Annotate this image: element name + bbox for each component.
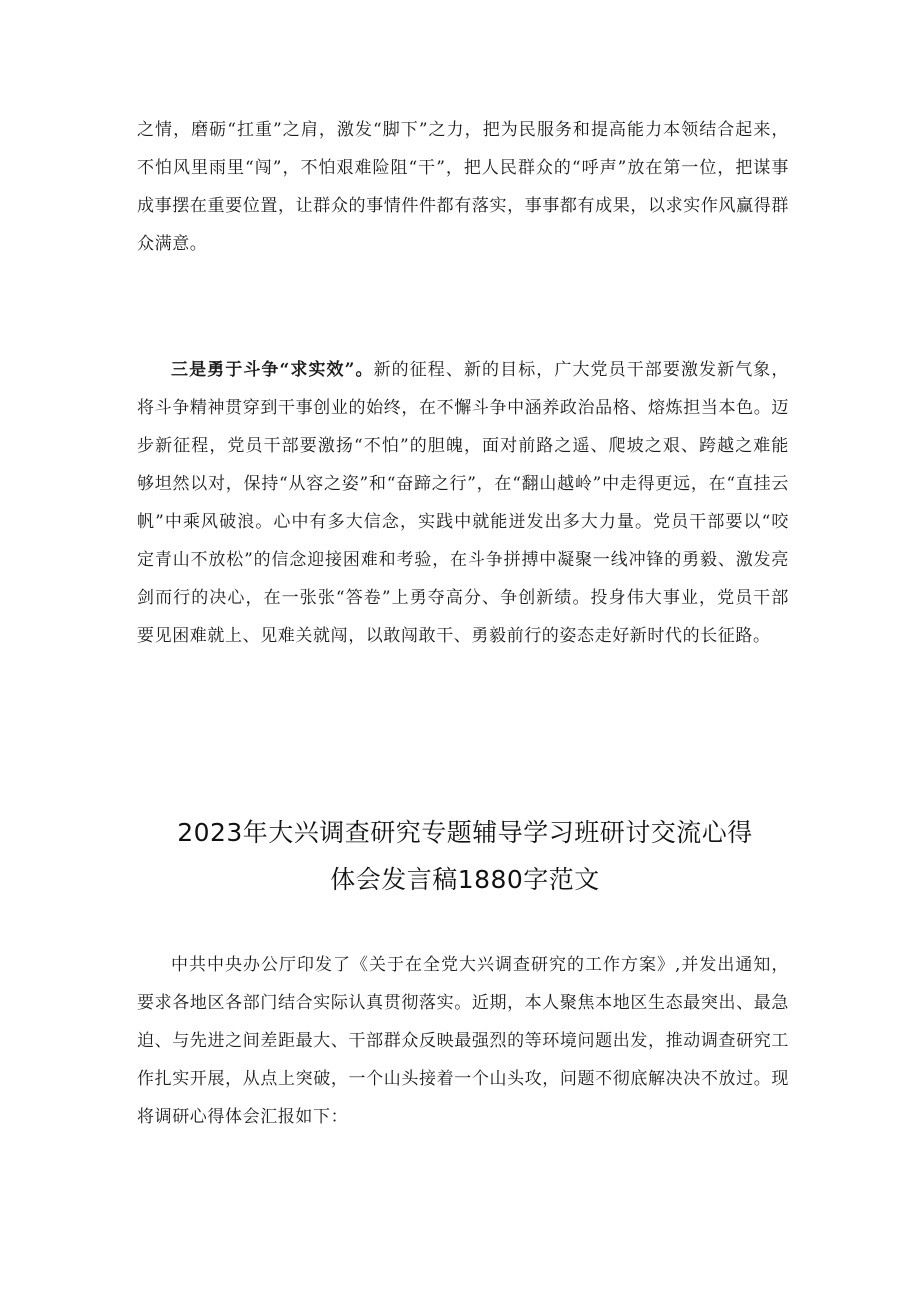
paragraph-body: 新的征程、新的目标，广大党员干部要激发新气象，将斗争精神贯穿到干事创业的始终，在不懈斗争中涵养政治品格、熔炼担当本色。迈步新征程，党员干部要激扬“不怕”的胆魄，面对前路之遥、爬坡之艰、跨越之难能够坦然以对，保持“从容之姿”和“奋蹄之行”，在“翻山越岭”中走得更远，在“直挂云帆”中乘风破浪。心中有多大信念，实践中就能迸发出多大力量。党员干部要以“咬定青山不放松”的信念迎接困难和考验，在斗争拼搏中凝聚一线冲锋的勇毅、激发亮剑而行的决心，在一张张“答卷”上勇夺高分、争创新绩。投身伟大事业，党员干部要见困难就上、见难关就闯，以敢闯敢干、勇毅前行的姿态走好新时代的长征路。: [137, 360, 789, 646]
paragraph-intro: 中共中央办公厅印发了《关于在全党大兴调查研究的工作方案》,并发出通知，要求各地区各部门结合实际认真贯彻落实。近期，本人聚焦本地区生态最突出、最急迫、与先进之间差距最大、干部群众反映最强烈的等环境问题出发，推动调查研究工作扎实开展，从点上突破，一个山头接着一个山头攻，问题不彻底解决决不放过。现将调研心得体会汇报如下：: [137, 955, 789, 1127]
article-title-line-2: 体会发言稿1880字范文: [330, 865, 600, 894]
paragraph-lead-bold: 三是勇于斗争“求实效”。: [171, 360, 374, 380]
article-title-line-1: 2023年大兴调查研究专题辅导学习班研讨交流心得: [177, 818, 753, 847]
paragraph-continuation: 之情，磨砺“扛重”之肩，激发“脚下”之力，把为民服务和提高能力本领结合起来，不怕风里雨里“闯”，不怕艰难险阻“干”，把人民群众的“呼声”放在第一位，把谋事成事摆在重要位置，让群众的事情件件都有落实，事事都有成果，以求实作风赢得群众满意。: [137, 120, 789, 254]
article-title: [120, 809, 810, 903]
paragraph-struggle: [137, 351, 789, 655]
